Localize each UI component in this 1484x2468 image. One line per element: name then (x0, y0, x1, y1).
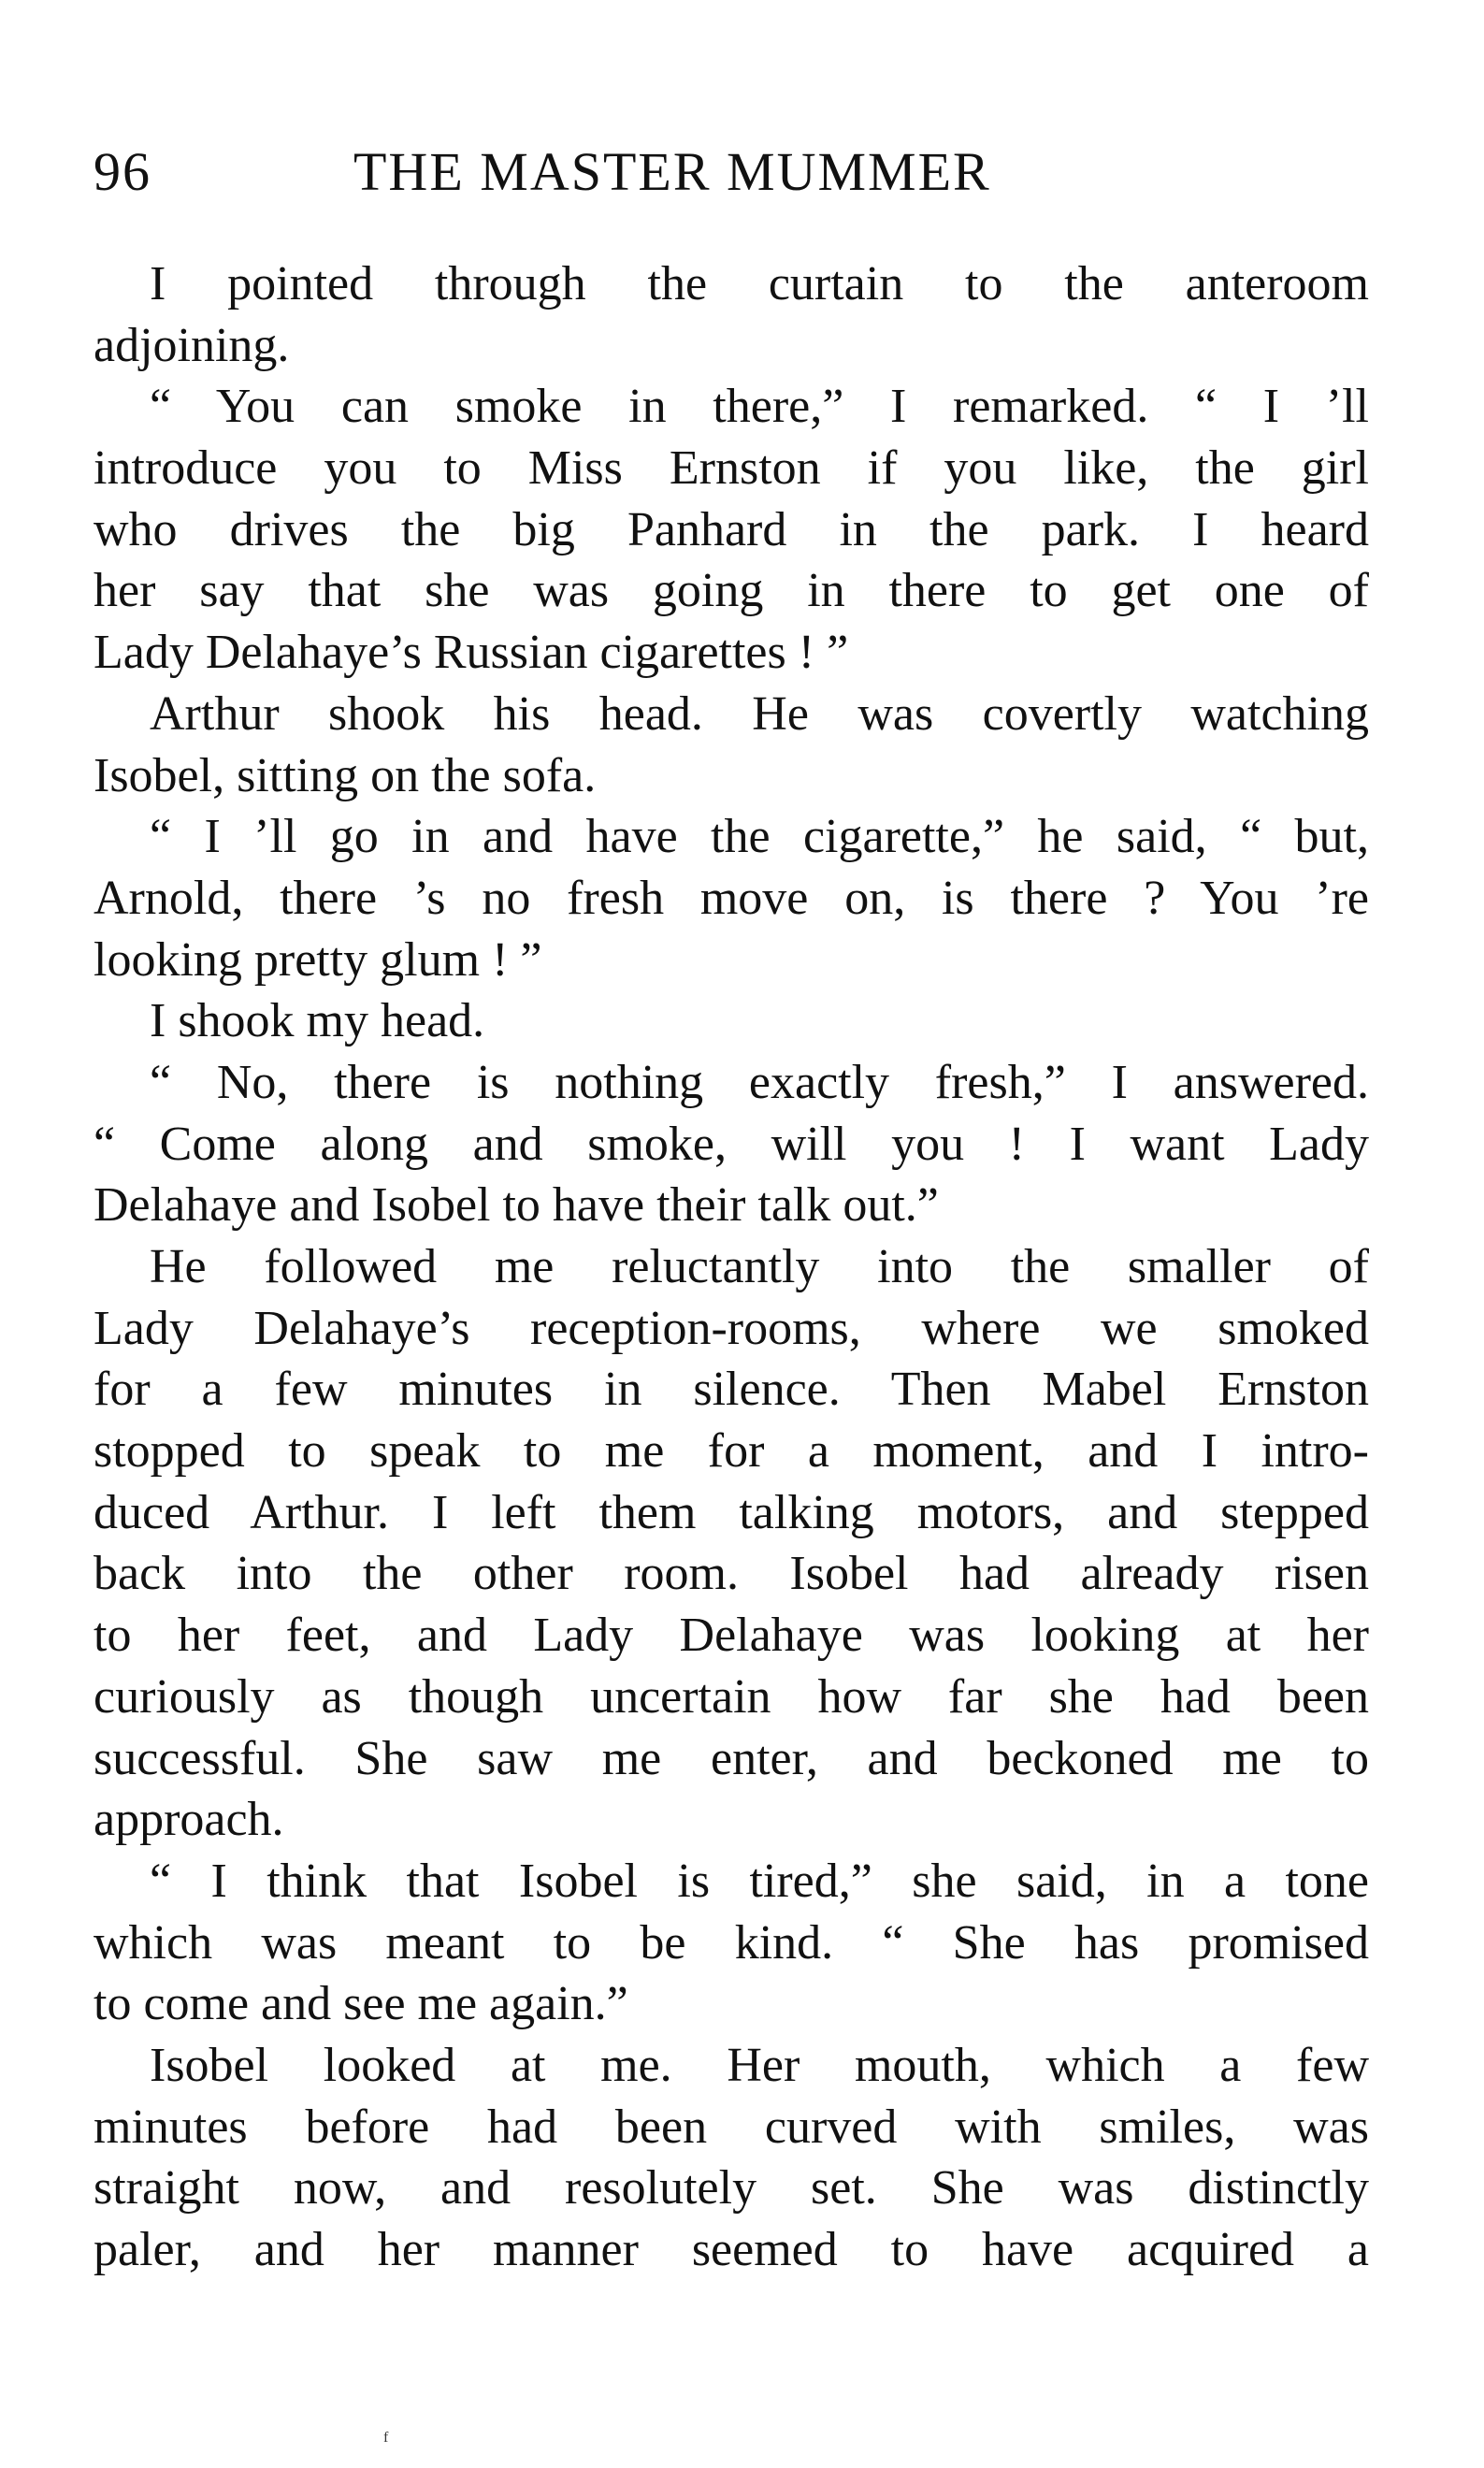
text-line: Isobel, sitting on the sofa. (94, 748, 597, 802)
text-line: Lady Delahaye’s reception-rooms, where we smoked (94, 1301, 1369, 1355)
text-line: “ Come along and smoke, will you ! I want Lady (94, 1117, 1369, 1171)
text-line: straight now, and resolutely set. She was distinctly (94, 2161, 1369, 2215)
text-line: I pointed through the curtain to the anteroom (150, 257, 1369, 310)
text-line: “ No, there is nothing exactly fresh,” I answered. (150, 1055, 1369, 1109)
text-line: Arnold, there ’s no fresh move on, is there ? You ’re (94, 871, 1369, 925)
text-line: looking pretty glum ! ” (94, 932, 542, 987)
text-line: “ You can smoke in there,” I remarked. “ I ’ll (150, 380, 1369, 434)
text-line: which was meant to be kind. “ She has promised (94, 1915, 1369, 1970)
text-line: “ I ’ll go in and have the cigarette,” he said, “ but, (150, 810, 1369, 864)
text-line: her say that she was going in there to get one of (94, 564, 1369, 618)
text-line: successful. She saw me enter, and beckoned me to (94, 1731, 1369, 1785)
text-line: who drives the big Panhard in the park. I heard (94, 502, 1369, 556)
text-line: to come and see me again.” (94, 1977, 628, 2031)
printer-mark: f (383, 2430, 389, 2446)
text-line: back into the other room. Isobel had already risen (94, 1547, 1369, 1601)
page-header (94, 140, 1384, 206)
text-line: to her feet, and Lady Delahaye was looking at her (94, 1609, 1369, 1663)
text-line: duced Arthur. I left them talking motors, and stepped (94, 1485, 1369, 1539)
text-line: curiously as though uncertain how far she had been (94, 1669, 1369, 1724)
body-text (94, 253, 1369, 2281)
text-line: Isobel looked at me. Her mouth, which a few (150, 2038, 1369, 2092)
text-line: adjoining. (94, 318, 290, 372)
text-line: for a few minutes in silence. Then Mabel Ernston (94, 1363, 1369, 1417)
text-line: minutes before had been curved with smiles, was (94, 2100, 1369, 2154)
running-title: THE MASTER MUMMER (353, 141, 991, 202)
text-line: stopped to speak to me for a moment, and I intro- (94, 1424, 1369, 1479)
text-line: Delahaye and Isobel to have their talk out.” (94, 1178, 939, 1233)
text-line: Arthur shook his head. He was covertly watching (150, 686, 1369, 741)
text-line: He followed me reluctantly into the smaller of (150, 1240, 1369, 1293)
page-number: 96 (94, 141, 151, 202)
text-line: introduce you to Miss Ernston if you like, the girl (94, 441, 1369, 496)
text-line: paler, and her manner seemed to have acquired a (94, 2223, 1369, 2276)
text-line: “ I think that Isobel is tired,” she said, in a tone (150, 1854, 1369, 1908)
text-line: Lady Delahaye’s Russian cigarettes ! ” (94, 626, 849, 680)
text-line: approach. (94, 1793, 284, 1847)
text-line: I shook my head. (150, 994, 485, 1048)
